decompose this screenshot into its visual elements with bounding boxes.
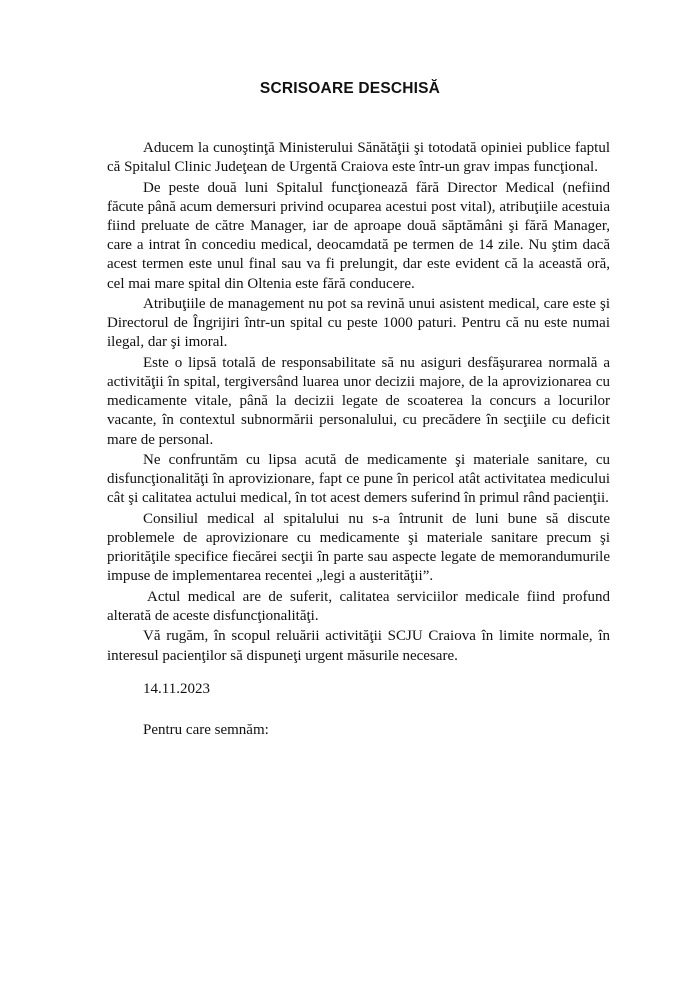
paragraph-2: De peste două luni Spitalul funcţionează fără Director Medical (nefiind făcute până acum demersuri privind ocuparea acestui post vital), atribuţiile acestuia fiind preluate de către Manager, iar de aproape două săptămâni şi fără Manager, care a intrat în concediu medical, deocamdată pe termen de 14 zile. Nu ştim dacă acest termen este unul final sau va fi prelungit, dar este evident că la această oră, cel mai mare spital din Oltenia este fără conducere. (107, 179, 610, 292)
letter-date: 14.11.2023 (143, 681, 210, 697)
paragraph-3: Atribuţiile de management nu pot sa revină unui asistent medical, care este şi Directorul de Îngrijiri într-un spital cu peste 1000 paturi. Pentru că nu este numai ilegal, dar şi imoral. (107, 296, 610, 351)
signoff-text: Pentru care semnăm: (143, 722, 269, 738)
letter-body (107, 139, 610, 667)
letter-title: SCRISOARE DESCHISĂ (259, 80, 441, 97)
paragraph-7: Actul medical are de suferit, calitatea serviciilor medicale fiind profund alterată de aceste disfuncţionalităţi. (107, 588, 610, 624)
paragraph-4: Este o lipsă totală de responsabilitate să nu asiguri desfăşurarea normală a activităţii în spital, tergiversând luarea unor decizii majore, de la aprovizionarea cu medicamente vitale, până la decizii legate de scoaterea la concurs a locurilor vacante, în contextul subnormării personalului, cu precădere în secţiile cu deficit mare de personal. (107, 354, 610, 448)
paragraph-8: Vă rugăm, în scopul reluării activităţii SCJU Craiova în limite normale, în interesul pacienţilor să dispuneţi urgent măsurile necesare. (107, 628, 610, 664)
paragraph-5: Ne confruntăm cu lipsa acută de medicamente şi materiale sanitare, cu disfuncţionalităţi în aprovizionare, fapt ce pune în pericol atât activitatea medicului cât şi calitatea actului medical, în tot acest demers suferind în primul rând pacienţii. (107, 452, 610, 507)
paragraph-6: Consiliul medical al spitalului nu s-a întrunit de luni bune să discute problemele de aprovizionare cu medicamente şi materiale sanitare precum şi priorităţile specifice fiecărei secţii în parte sau aspecte legate de memorandumurile impuse de implementarea recentei „legi a austerităţii”. (107, 510, 610, 585)
paragraph-1: Aducem la cunoştinţă Ministerului Sănătăţii şi totodată opiniei publice faptul că Spitalul Clinic Judeţean de Urgentă Craiova este într-un grav impas funcţional. (107, 140, 610, 176)
